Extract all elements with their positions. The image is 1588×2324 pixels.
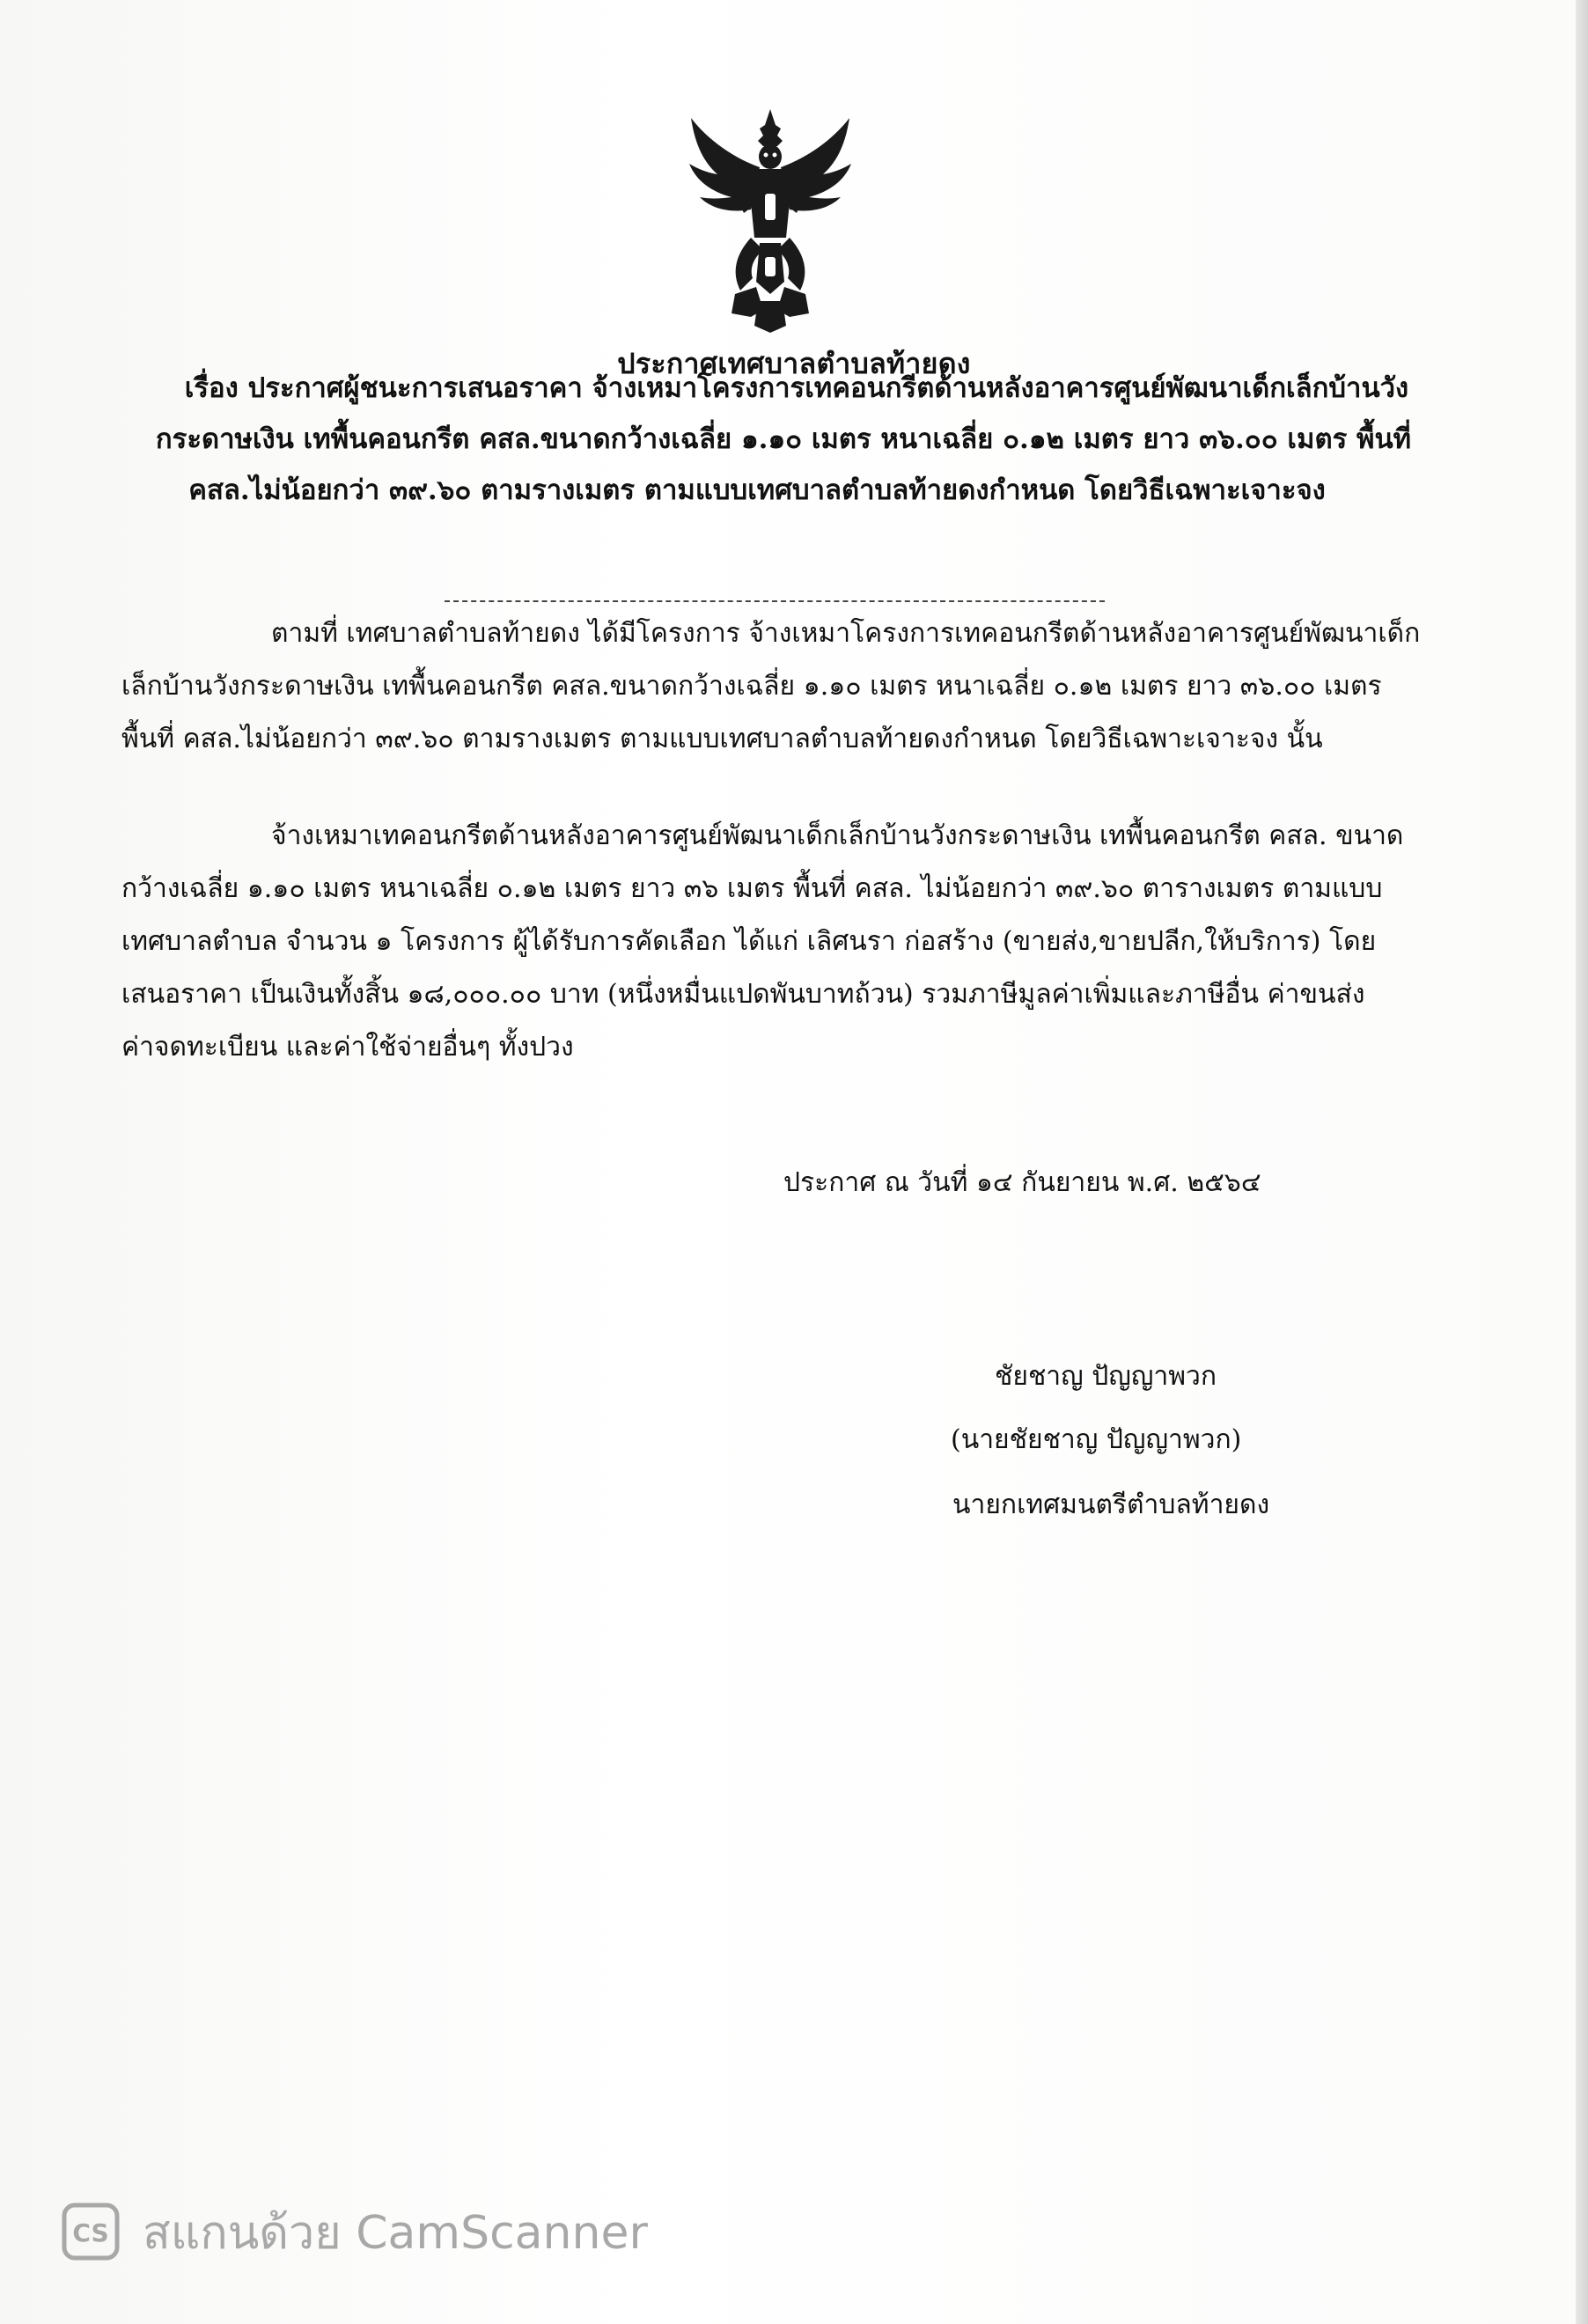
paragraph-line: ค่าจดทะเบียน และค่าใช้จ่ายอื่นๆ ทั้งปวง xyxy=(121,1032,574,1063)
subject-line: กระดาษเงิน เทพื้นคอนกรีต คสล.ขนาดกว้างเฉลี่ย ๑.๑๐ เมตร หนาเฉลี่ย ๐.๑๒ เมตร ยาว ๓๖.๐๐ เมตร พื้นที่ xyxy=(155,423,1412,455)
paragraph-line: กว้างเฉลี่ย ๑.๑๐ เมตร หนาเฉลี่ย ๐.๑๒ เมตร ยาว ๓๖ เมตร พื้นที่ คสล. ไม่น้อยกว่า ๓๙.๖๐ ตารางเมตร ตามแบบ xyxy=(121,873,1383,904)
subject-line: คสล.ไม่น้อยกว่า ๓๙.๖๐ ตามรางเมตร ตามแบบเทศบาลตำบลท้ายดงกำหนด โดยวิธีเฉพาะเจาะจง xyxy=(188,474,1326,506)
camscanner-logo-icon xyxy=(62,2203,120,2261)
document-subject xyxy=(141,363,1426,516)
announcement-date: ประกาศ ณ วันที่ ๑๔ กันยายน พ.ศ. ๒๕๖๔ xyxy=(783,1167,1261,1198)
garuda-emblem-icon xyxy=(682,106,858,335)
subject-line: เรื่อง ประกาศผู้ชนะการเสนอราคา จ้างเหมาโครงการเทคอนกรีตด้านหลังอาคารศูนย์พัฒนาเด็กเล็กบ้านวัง xyxy=(184,372,1409,404)
paragraph-line: พื้นที่ คสล.ไม่น้อยกว่า ๓๙.๖๐ ตามรางเมตร ตามแบบเทศบาลตำบลท้ายดงกำหนด โดยวิธีเฉพาะเจาะจง นั้น xyxy=(121,724,1323,754)
camscanner-watermark xyxy=(62,2201,648,2262)
watermark-text: สแกนด้วย CamScanner xyxy=(143,2206,648,2260)
signatory-position: นายกเทศมนตรีตำบลท้ายดง xyxy=(952,1489,1270,1520)
paragraph-project-background xyxy=(121,607,1433,766)
paragraph-line: ตามที่ เทศบาลตำบลท้ายดง ได้มีโครงการ จ้างเหมาโครงการเทคอนกรีตด้านหลังอาคารศูนย์พัฒนาเด็ก xyxy=(271,618,1421,649)
paragraph-line: เล็กบ้านวังกระดาษเงิน เทพื้นคอนกรีต คสล.ขนาดกว้างเฉลี่ย ๑.๑๐ เมตร หนาเฉลี่ย ๐.๑๒ เมตร ยาว ๓๖.๐๐ เมตร xyxy=(121,671,1382,702)
camscanner-logo-text: CS xyxy=(72,2218,109,2247)
document-title: ประกาศเทศบาลตำบลท้ายดง xyxy=(617,347,971,380)
signatory-full-name: (นายชัยชาญ ปัญญาพวก) xyxy=(951,1424,1242,1455)
paragraph-line: จ้างเหมาเทคอนกรีตด้านหลังอาคารศูนย์พัฒนาเด็กเล็กบ้านวังกระดาษเงิน เทพื้นคอนกรีต คสล. ขนาด xyxy=(271,820,1404,851)
paragraph-winner-details xyxy=(121,810,1433,1074)
separator-dash-line xyxy=(445,600,1105,602)
paragraph-line: เสนอราคา เป็นเงินทั้งสิ้น ๑๘,๐๐๐.๐๐ บาท (หนึ่งหมื่นแปดพันบาทถ้วน) รวมภาษีมูลค่าเพิ่มและภาษีอื่น ค่าขนส่ง xyxy=(121,979,1365,1010)
paragraph-line: เทศบาลตำบล จำนวน ๑ โครงการ ผู้ได้รับการคัดเลือก ได้แก่ เลิศนรา ก่อสร้าง (ขายส่ง,ขายปลีก,ให้บริการ) โดย xyxy=(121,926,1377,957)
signature-name: ชัยชาญ ปัญญาพวก xyxy=(995,1361,1217,1392)
